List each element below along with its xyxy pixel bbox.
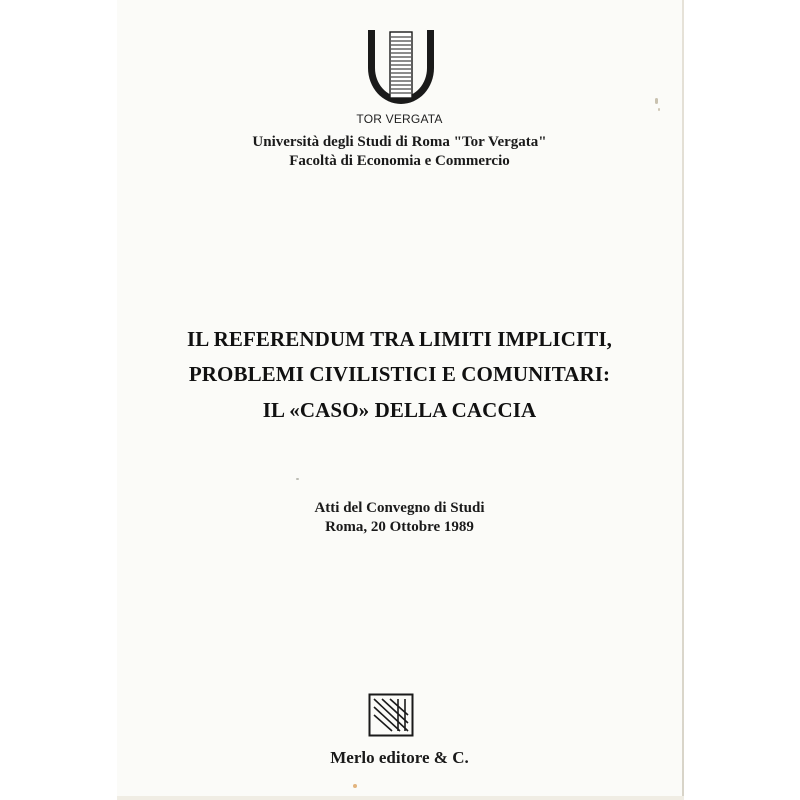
place-date: Roma, 20 Ottobre 1989 — [325, 519, 474, 535]
paper-speck — [296, 478, 299, 480]
cover-right-edge — [682, 0, 684, 800]
proceedings-subtitle: Atti del Convegno di Studi — [314, 500, 485, 516]
tor-vergata-logo-icon — [366, 28, 436, 110]
university-name: Università degli Studi di Roma "Tor Vergata" — [252, 134, 547, 150]
paper-speck — [655, 98, 658, 104]
publisher-logo-icon — [368, 693, 414, 737]
publisher-name: Merlo editore & C. — [330, 748, 469, 767]
faculty-name: Facoltà di Economia e Commercio — [289, 153, 510, 169]
cover-bottom-edge — [117, 796, 684, 800]
title-line: IL «CASO» DELLA CACCIA — [262, 398, 537, 422]
logo-caption: TOR VERGATA — [356, 112, 443, 126]
paper-speck — [353, 784, 357, 788]
title-line: PROBLEMI CIVILISTICI E COMUNITARI: — [188, 362, 611, 386]
title-line: IL REFERENDUM TRA LIMITI IMPLICITI, — [187, 327, 612, 351]
paper-speck — [658, 108, 660, 111]
